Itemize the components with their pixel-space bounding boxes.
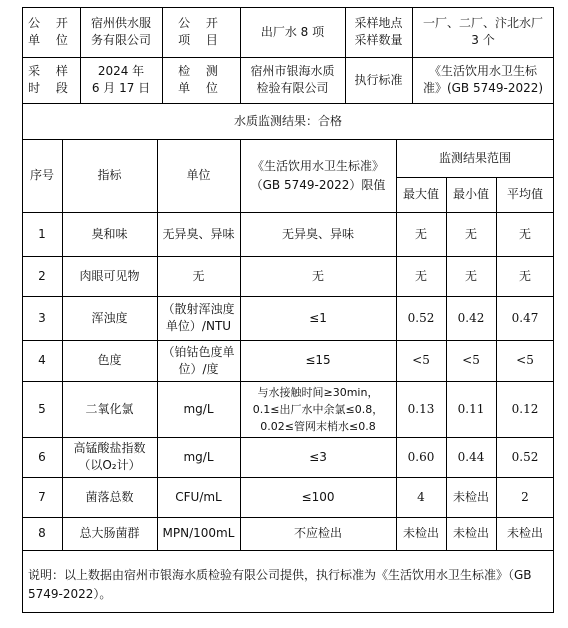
period-value: 2024 年 6 月 17 日 [91, 64, 151, 95]
col-header-unit: 单位 [186, 168, 211, 182]
cell-limit: 无异臭、异味 [281, 226, 354, 241]
cell-max: 0.52 [407, 310, 435, 325]
cell-max: 未检出 [402, 526, 439, 540]
cell-indicator: 色度 [97, 353, 122, 367]
cell-avg: 0.12 [511, 401, 539, 416]
cell-indicator: 浑浊度 [91, 310, 128, 325]
result-banner: 水质监测结果：合格 [233, 113, 342, 128]
cell-min: 无 [464, 226, 477, 241]
cell-limit: ≤15 [305, 353, 331, 367]
cell-max: <5 [412, 353, 430, 367]
test-unit-value: 宿州市银海水质 检验有限公司 [250, 64, 335, 95]
cell-no: 2 [38, 268, 46, 283]
cell-avg: 0.52 [511, 449, 539, 464]
cell-no: 6 [38, 449, 46, 464]
cell-indicator: 总大肠菌群 [79, 526, 140, 540]
unit-label: 公 开 单 位 [28, 16, 74, 47]
cell-unit: 无 [192, 268, 205, 283]
cell-unit: mg/L [183, 449, 214, 464]
item-value: 出厂水 8 项 [260, 24, 325, 39]
cell-avg: <5 [516, 353, 534, 367]
cell-min: 未检出 [452, 489, 489, 504]
cell-no: 1 [38, 226, 46, 241]
cell-no: 8 [38, 526, 46, 540]
cell-indicator: 肉眼可见物 [79, 268, 140, 283]
unit-value: 宿州供水服 务有限公司 [90, 16, 151, 47]
col-header-range: 监测结果范围 [438, 150, 511, 165]
cell-no: 5 [38, 401, 46, 416]
cell-unit: 无异臭、异味 [162, 226, 235, 241]
cell-limit: ≤100 [301, 489, 335, 504]
cell-max: 0.13 [407, 401, 435, 416]
standard-label: 执行标准 [354, 72, 403, 87]
footnote: 说明：以上数据由宿州市银海水质检验有限公司提供，执行标准为《生活饮用水卫生标准》（GB 5749-2022）。 [28, 568, 532, 601]
cell-max: 4 [417, 489, 425, 504]
cell-max: 无 [414, 268, 427, 283]
cell-indicator: 臭和味 [91, 226, 128, 241]
cell-unit: MPN/100mL [162, 526, 235, 540]
cell-limit: 不应检出 [293, 526, 342, 540]
cell-indicator: 高锰酸盐指数 （以O₂计） [73, 441, 146, 472]
cell-max: 无 [414, 226, 427, 241]
cell-avg: 无 [518, 226, 531, 241]
col-header-no: 序号 [29, 168, 54, 182]
cell-unit: （铂钴色度单 位）/度 [162, 344, 235, 376]
col-header-avg: 平均值 [506, 187, 543, 201]
cell-max: 0.60 [407, 449, 435, 464]
cell-avg: 未检出 [506, 526, 543, 540]
cell-no: 7 [38, 489, 46, 504]
item-label: 公 开 项 目 [178, 16, 224, 47]
col-header-indicator: 指标 [97, 168, 122, 182]
test-unit-label: 检 测 单 位 [178, 64, 224, 95]
cell-limit: ≤3 [309, 449, 327, 464]
cell-min: 0.44 [457, 449, 485, 464]
cell-min: 未检出 [452, 526, 489, 540]
cell-unit: CFU/mL [175, 489, 222, 504]
cell-avg: 无 [518, 268, 531, 283]
cell-min: 0.11 [457, 401, 485, 416]
cell-limit: ≤1 [309, 310, 327, 325]
cell-unit: mg/L [183, 401, 214, 416]
cell-indicator: 二氧化氯 [85, 401, 134, 416]
cell-limit: 无 [311, 268, 324, 283]
cell-min: <5 [462, 353, 480, 367]
cell-min: 无 [464, 268, 477, 283]
site-value: 一厂、二厂、汴北水厂 3 个 [422, 16, 543, 47]
col-header-max: 最大值 [402, 187, 439, 201]
period-label: 采 样 时 段 [28, 64, 74, 95]
cell-no: 4 [38, 353, 46, 367]
cell-indicator: 菌落总数 [85, 489, 134, 504]
col-header-min: 最小值 [452, 187, 489, 201]
standard-value: 《生活饮用水卫生标 准》(GB 5749-2022) [422, 64, 544, 95]
col-header-limit: 《生活饮用水卫生标准》 （GB 5749-2022）限值 [250, 158, 386, 192]
cell-min: 0.42 [457, 310, 485, 325]
cell-limit: 与水接触时间≥30min， 0.1≤出厂水中余氯≤0.8， 0.02≤管网末梢水≤0.8 [252, 385, 384, 433]
cell-avg: 0.47 [511, 310, 539, 325]
site-label: 采样地点 采样数量 [354, 16, 403, 47]
cell-avg: 2 [521, 489, 529, 504]
cell-unit: （散射浑浊度 单位）/NTU [162, 302, 235, 333]
cell-no: 3 [38, 310, 46, 325]
